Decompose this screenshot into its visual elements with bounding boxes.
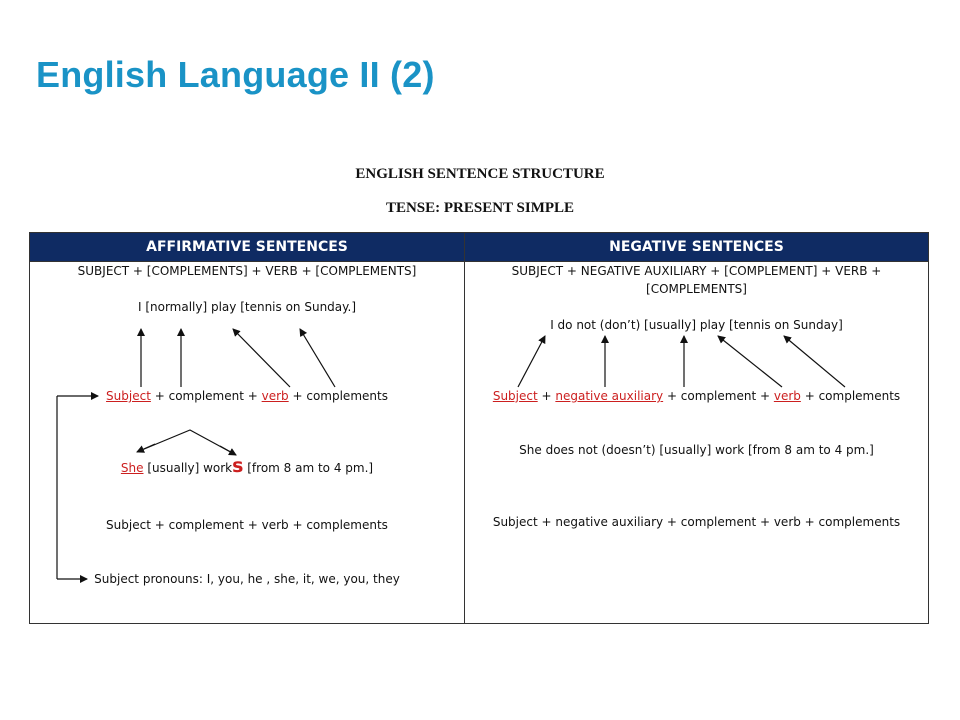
arrow-to-s xyxy=(220,446,236,455)
complements-label: + complements xyxy=(288,389,388,403)
complement-label: + complement + xyxy=(150,389,262,403)
arrow-neg-complements xyxy=(784,336,845,387)
document-heading: ENGLISH SENTENCE STRUCTURE xyxy=(355,166,605,182)
negative-structure-line2: [COMPLEMENTS] xyxy=(646,282,747,296)
neg-complement-label: + complement + xyxy=(663,389,774,403)
negative-structure-plain: Subject + negative auxiliary + complement + verb + complements xyxy=(492,515,901,529)
negative-header: NEGATIVE SENTENCES xyxy=(464,232,929,262)
negative-auxiliary-label: negative auxiliary xyxy=(555,389,664,403)
document-subheading: TENSE: PRESENT SIMPLE xyxy=(385,200,575,216)
she-end: [from 8 am to 4 pm.] xyxy=(243,461,374,475)
arrow-to-she xyxy=(137,444,155,452)
subject-pronouns: Subject pronouns: I, you, he , she, it, we, you, they xyxy=(94,572,400,586)
affirmative-header: AFFIRMATIVE SENTENCES xyxy=(29,232,465,262)
subject-label: Subject xyxy=(106,389,151,403)
affirmative-structure: SUBJECT + [COMPLEMENTS] + VERB + [COMPLEMENTS] xyxy=(77,264,417,278)
third-person-s: s xyxy=(232,455,244,477)
plus-sign: + xyxy=(537,389,556,403)
arrow-verb-to-play xyxy=(233,329,290,387)
neg-complements-label: + complements xyxy=(800,389,901,403)
she-word: She xyxy=(120,461,144,475)
negative-example-she: She does not (doesn’t) [usually] work [from 8 am to 4 pm.] xyxy=(519,443,874,457)
slide-title: English Language II (2) xyxy=(36,54,435,95)
arrow-complements-to-tennis xyxy=(300,329,335,387)
neg-subject-label: Subject xyxy=(492,389,538,403)
verb-label: verb xyxy=(261,389,289,403)
arrow-neg-verb xyxy=(718,336,782,387)
neg-verb-label: verb xyxy=(773,389,801,403)
negative-example: I do not (don’t) [usually] play [tennis on Sunday] xyxy=(550,318,843,332)
affirmative-example: I [normally] play [tennis on Sunday.] xyxy=(137,300,357,314)
negative-structure-line1: SUBJECT + NEGATIVE AUXILIARY + [COMPLEMENT] + VERB + xyxy=(511,264,882,278)
arrow-neg-subject xyxy=(518,336,545,387)
affirmative-structure-plain: Subject + complement + verb + complements xyxy=(106,518,388,532)
she-middle: [usually] work xyxy=(143,461,233,475)
arrow-she-s-link xyxy=(137,430,236,455)
